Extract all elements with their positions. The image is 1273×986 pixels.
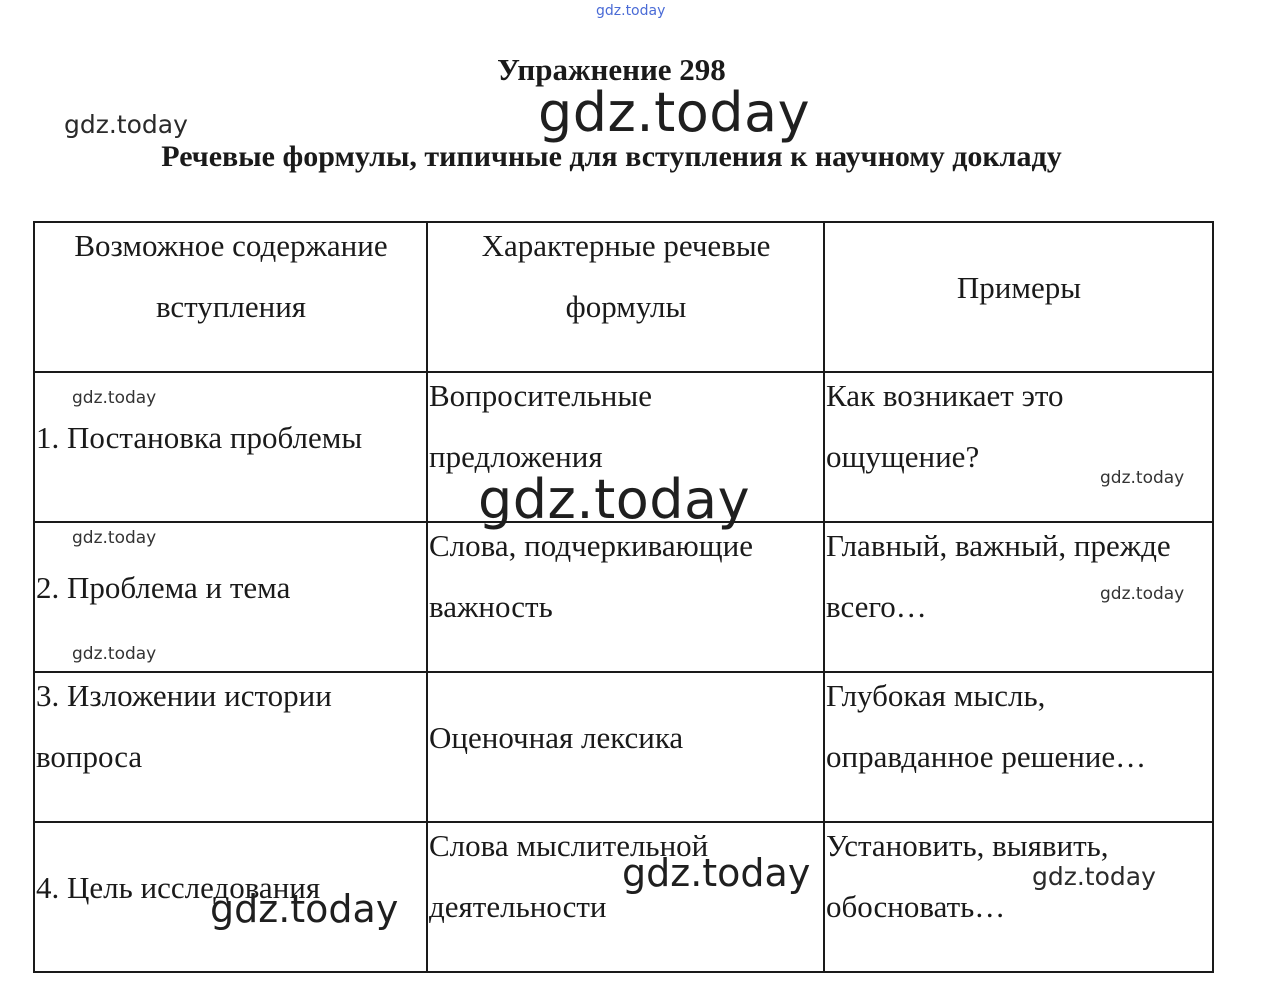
table-cell [427,522,824,672]
cell-text: Главный, важный, прежде всего… [826,528,1171,624]
cell-text: Слова мыслительной деятельности [429,828,709,924]
watermark-row2-left-top: gdz.today [72,528,157,548]
table-cell [824,672,1213,822]
cell-text: 2. Проблема и тема [36,569,291,605]
table-header-cell [34,222,427,372]
table-header-row [34,222,1213,372]
watermark-large-middle: gdz.today [478,468,751,531]
table-cell [824,822,1213,972]
cell-text: Установить, выявить, обосновать… [826,828,1109,924]
header-content-label: Возможное содержание вступления [74,228,388,324]
cell-text: Слова, подчеркивающие важность [429,528,753,624]
cell-text: 1. Постановка проблемы [36,419,363,455]
cell-text: Как возникает это ощущение? [826,378,1064,474]
watermark-row1-left: gdz.today [72,388,157,408]
table-header-cell [427,222,824,372]
table-header-cell [824,222,1213,372]
table-cell [427,672,824,822]
header-formulas-label: Характерные речевые формулы [481,228,771,324]
header-examples-label: Примеры [956,269,1082,305]
page-title: Упражнение 298 [497,52,726,87]
table-row [34,522,1213,672]
watermark-row1-right: gdz.today [1100,468,1185,488]
cell-text: Вопросительные предложения [429,378,652,474]
table-cell [824,372,1213,522]
cell-text: Оценочная лексика [429,719,684,755]
watermark-left-top: gdz.today [64,110,188,139]
watermark-top-small: gdz.today [596,3,666,19]
table-row [34,672,1213,822]
cell-text: 4. Цель исследования [36,869,321,905]
page-subtitle: Речевые формулы, типичные для вступления к научному докладу [161,140,1062,173]
watermark-row4-left: gdz.today [210,887,399,931]
watermark-row2-left-bottom: gdz.today [72,644,157,664]
watermark-row4-middle: gdz.today [622,851,811,895]
cell-text: Глубокая мысль, оправданное решение… [826,678,1147,774]
watermark-row2-right: gdz.today [1100,584,1185,604]
watermark-row4-right: gdz.today [1032,862,1156,891]
table-cell [427,822,824,972]
cell-text: 3. Изложении истории вопроса [36,678,332,774]
table-cell [34,672,427,822]
watermark-large-top: gdz.today [538,81,811,144]
